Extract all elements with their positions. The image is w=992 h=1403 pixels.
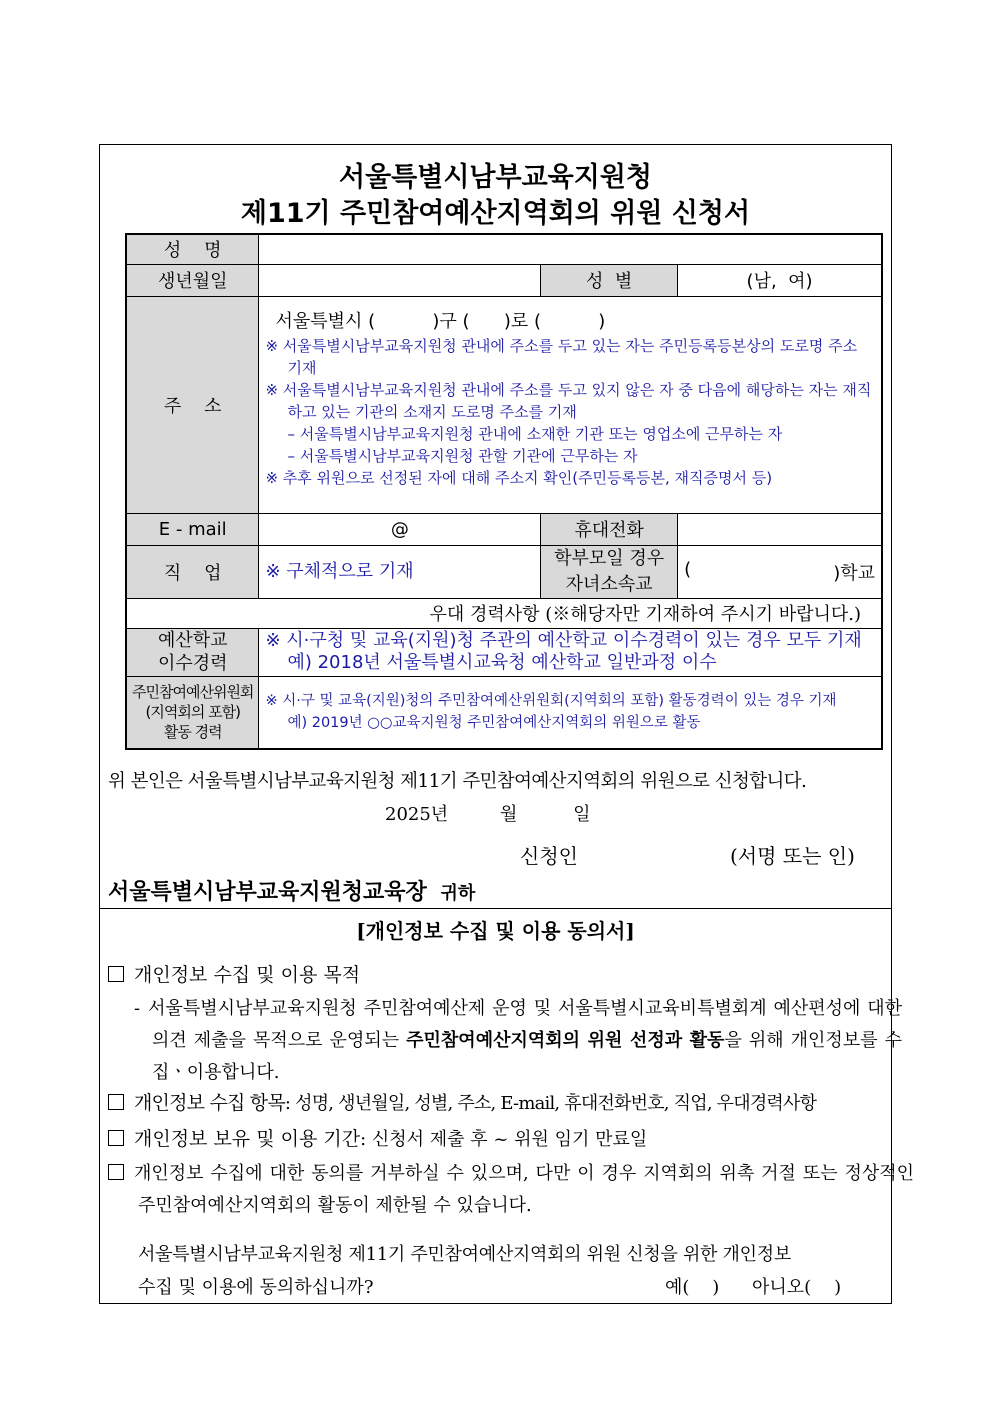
section-divider xyxy=(100,908,891,909)
address-line: 서울특별시 ( )구 ( )로 ( ) xyxy=(275,310,606,332)
gender-label: 성 별 xyxy=(541,264,678,296)
period-text: : 신청서 제출 후 ~ 위원 임기 만료일 xyxy=(360,1129,648,1150)
consent-question-1: 서울특별시남부교육지원청 제11기 주민참여예산지역회의 위원 신청을 위한 개인정보 xyxy=(138,1244,791,1265)
school-field[interactable] xyxy=(678,545,882,598)
committee-label-3: 활동 경력 xyxy=(163,723,222,742)
consent-yes[interactable]: 예( ) xyxy=(665,1277,720,1298)
checkbox-icon xyxy=(108,1164,124,1180)
address-sub-1: – 서울특별시남부교육지원청 관내에 소재한 기관 또는 영업소에 근무하는 자 xyxy=(287,424,783,443)
applicant-label: 신청인 xyxy=(520,844,578,868)
date-month: 월 xyxy=(499,804,518,825)
address-field[interactable] xyxy=(259,296,882,513)
budget-school-note: ※ 시·구청 및 교육(지원)청 주관의 예산학교 이수경력이 있는 경우 모두 기재 xyxy=(265,630,862,651)
budget-school-field[interactable] xyxy=(259,628,882,676)
refusal-notice: 개인정보 수집에 대한 동의를 거부하실 수 있으며, 다만 이 경우 지역회의 위촉 거절 또는 정상적인 주민참여예산지역회의 활동이 제한될 수 있습니다. xyxy=(108,1158,914,1222)
applicant-info-table xyxy=(125,233,883,750)
consent-question-2: 수집 및 이용에 동의하십니까? xyxy=(138,1277,374,1298)
period-heading: 개인정보 보유 및 이용 기간 xyxy=(134,1128,361,1150)
purpose-text: - 서울특별시남부교육지원청 주민참여예산제 운영 및 서울특별시교육비특별회계 예산편성에 대한 의견 제출을 목적으로 운영되는 주민참여예산지역회의 위원 선정과 활동을 위해 개인정보를 수집ㆍ이용합니다. xyxy=(134,998,902,1083)
committee-note: ※ 시·구 및 교육(지원)청의 주민참여예산위원회(지역회의 포함) 활동경력이 있는 경우 기재 xyxy=(265,693,837,710)
birth-field[interactable] xyxy=(259,264,541,296)
email-field[interactable]: @ xyxy=(259,513,541,545)
checkbox-icon xyxy=(108,1094,124,1110)
addressee xyxy=(108,875,475,906)
budget-school-label-1: 예산학교 xyxy=(157,630,228,651)
form-title-main: 제11기 주민참여예산지역회의 위원 신청서 xyxy=(240,198,751,229)
items-text: : 성명, 생년월일, 성별, 주소, E-mail, 휴대전화번호, 직업, 우대경력사항 xyxy=(284,1093,817,1114)
committee-label-1: 주민참여예산위원회 xyxy=(132,683,254,702)
address-label: 주 소 xyxy=(126,296,259,513)
consent-no[interactable]: 아니오( ) xyxy=(752,1277,842,1298)
name-field[interactable] xyxy=(259,234,882,264)
parent-label-line1: 학부모일 경우 xyxy=(554,547,665,569)
phone-field[interactable] xyxy=(678,513,882,545)
birth-label: 생년월일 xyxy=(126,264,259,296)
gender-field[interactable]: (남, 여) xyxy=(678,264,882,296)
declaration-statement: 위 본인은 서울특별시남부교육지원청 제11기 주민참여예산지역회의 위원으로 신청합니다. xyxy=(108,771,807,792)
date-year: 2025년 xyxy=(385,804,449,825)
purpose-heading: 개인정보 수집 및 이용 목적 xyxy=(108,960,360,987)
school-open-paren: ( xyxy=(684,558,692,580)
purpose-bold: 주민참여예산지역회의 위원 선정과 활동 xyxy=(406,1030,725,1051)
budget-school-label-2: 이수경력 xyxy=(157,653,228,674)
budget-school-label xyxy=(126,628,259,676)
checkbox-icon xyxy=(108,966,124,982)
signature-field[interactable]: (서명 또는 인) xyxy=(730,844,855,868)
date-day: 일 xyxy=(573,804,591,825)
job-field[interactable]: ※ 구체적으로 기재 xyxy=(259,545,541,598)
form-title-office: 서울특별시남부교육지원청 xyxy=(339,162,652,193)
items-line xyxy=(108,1088,816,1115)
address-note-3: ※ 추후 위원으로 선정된 자에 대해 주소지 확인(주민등록등본, 재직증명서 등) xyxy=(265,468,773,487)
date-line xyxy=(385,800,590,826)
committee-example: 예) 2019년 ○○교육지원청 주민참여예산지역회의 위원으로 활동 xyxy=(287,715,701,732)
addressee-honorific: 귀하 xyxy=(440,883,476,904)
address-note-2: ※ 서울특별시남부교육지원청 관내에 주소를 두고 있지 않은 자 중 다음에 해당하는 자는 재직하고 있는 기관의 소재지 도로명 주소를 기재 xyxy=(265,380,872,421)
budget-school-example: 예) 2018년 서울특별시교육청 예산학교 일반과정 이수 xyxy=(287,652,717,673)
phone-label: 휴대전화 xyxy=(541,513,678,545)
consent-title: [개인정보 수집 및 이용 동의서] xyxy=(356,919,635,943)
checkbox-icon xyxy=(108,1130,124,1146)
career-header: 우대 경력사항 (※해당자만 기재하여 주시기 바랍니다.) xyxy=(126,598,882,628)
addressee-name: 서울특별시남부교육지원청교육장 xyxy=(108,880,427,905)
email-label: E - mail xyxy=(126,513,259,545)
parent-label-line2: 자녀소속교 xyxy=(565,573,653,595)
job-label: 직 업 xyxy=(126,545,259,598)
parent-school-label xyxy=(541,545,678,598)
application-form xyxy=(99,144,914,1304)
items-heading: 개인정보 수집 항목 xyxy=(134,1092,285,1114)
committee-label xyxy=(126,676,259,749)
period-line xyxy=(108,1124,647,1151)
committee-field[interactable] xyxy=(259,676,882,749)
school-suffix: )학교 xyxy=(833,562,875,584)
name-label: 성 명 xyxy=(126,234,259,264)
committee-label-2: (지역회의 포함) xyxy=(145,703,240,722)
address-sub-2: – 서울특별시남부교육지원청 관할 기관에 근무하는 자 xyxy=(287,446,638,465)
address-note-1: ※ 서울특별시남부교육지원청 관내에 주소를 두고 있는 자는 주민등록등본상의 도로명 주소 기재 xyxy=(265,336,858,377)
